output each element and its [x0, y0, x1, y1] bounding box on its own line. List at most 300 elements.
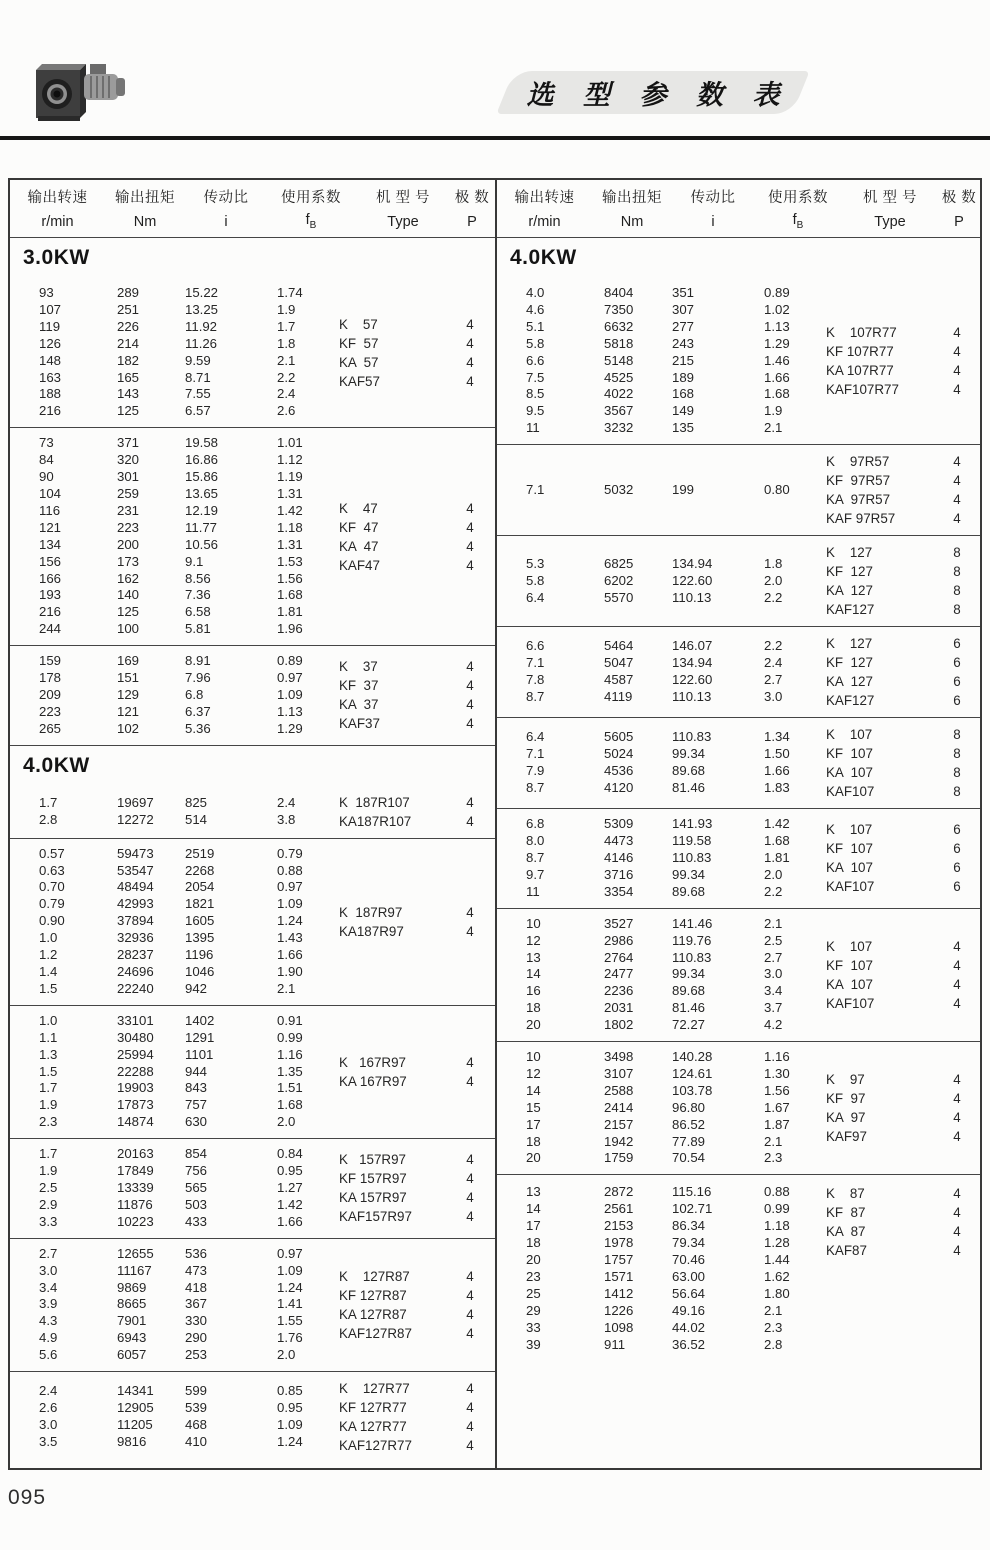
speed-value: 23	[526, 1268, 541, 1284]
motor-fin	[90, 76, 92, 98]
type-label: KA 107	[826, 765, 873, 781]
col-header-ratio-cn: 传动比	[203, 189, 249, 206]
speed-value: 14	[526, 1082, 541, 1098]
speed-value: 7.5	[526, 369, 545, 385]
type-label: KA 157R97	[339, 1190, 407, 1206]
data-column	[497, 816, 573, 901]
data-column	[252, 1146, 338, 1231]
torque-value: 3716	[604, 866, 634, 882]
service-factor-value: 1.90	[277, 964, 303, 979]
torque-value: 182	[117, 352, 140, 368]
torque-value: 7901	[117, 1313, 147, 1329]
pole-count: 4	[466, 678, 474, 694]
col-header-torque-cn: 输出扭矩	[115, 189, 175, 206]
pole-count: 6	[953, 693, 961, 709]
ratio-value: 89.68	[672, 883, 706, 899]
service-factor-value: 1.41	[277, 1296, 303, 1312]
data-column	[497, 556, 573, 607]
service-factor-value: 1.66	[277, 947, 303, 963]
service-factor-value: 1.51	[277, 1080, 303, 1096]
type-label: K 107R77	[826, 325, 897, 341]
parameter-block	[497, 444, 980, 535]
data-column	[573, 1184, 651, 1353]
torque-value: 2414	[604, 1099, 634, 1115]
ratio-value: 9.1	[185, 553, 204, 569]
power-section-title: 4.0KW	[510, 246, 577, 269]
service-factor-value: 1.67	[764, 1099, 790, 1115]
torque-value: 37894	[117, 913, 154, 929]
speed-value: 10	[526, 1049, 541, 1065]
type-label: KA 57	[339, 354, 379, 370]
col-header-service-factor-cn: 使用系数	[281, 189, 341, 206]
poles-column	[448, 499, 492, 575]
speed-value: 193	[39, 587, 62, 603]
pole-count: 6	[953, 655, 961, 671]
torque-value: 173	[117, 553, 140, 569]
type-label: KA 107	[826, 976, 873, 992]
speed-value: 10	[526, 915, 541, 931]
type-label: KAF107R77	[826, 382, 899, 398]
speed-value: 29	[526, 1302, 541, 1318]
torque-value: 5024	[604, 746, 634, 762]
speed-value: 121	[39, 519, 62, 535]
data-column	[739, 1049, 825, 1167]
torque-value: 13339	[117, 1179, 154, 1195]
service-factor-value: 1.13	[764, 318, 790, 334]
ratio-value: 2519	[185, 845, 215, 861]
parameter-block	[10, 427, 495, 645]
speed-value: 1.2	[39, 947, 58, 963]
speed-value: 163	[39, 369, 62, 385]
data-column	[10, 1146, 86, 1231]
type-label: KF 127	[826, 564, 873, 580]
speed-value: 16	[526, 983, 541, 999]
pole-count: 4	[953, 492, 961, 508]
ratio-value: 290	[185, 1330, 208, 1346]
data-column	[739, 638, 825, 706]
type-label: K 127R87	[339, 1268, 410, 1284]
type-column	[338, 793, 448, 831]
ratio-value: 367	[185, 1296, 208, 1312]
ratio-value: 536	[185, 1245, 208, 1261]
data-column	[10, 285, 86, 420]
pole-count: 8	[953, 602, 961, 618]
ratio-value: 134.94	[672, 655, 713, 671]
torque-value: 2764	[604, 949, 634, 965]
speed-value: 12	[526, 932, 541, 948]
ratio-value: 13.25	[185, 301, 219, 317]
torque-value: 320	[117, 452, 140, 468]
torque-value: 11205	[117, 1417, 153, 1433]
torque-value: 151	[117, 670, 140, 686]
service-factor-value: 2.2	[277, 369, 296, 385]
pole-count: 4	[953, 1186, 961, 1202]
service-factor-value: 1.96	[277, 621, 303, 637]
torque-value: 9816	[117, 1433, 147, 1449]
pole-count: 4	[953, 1110, 961, 1126]
pole-count: 4	[953, 325, 961, 341]
torque-value: 911	[604, 1336, 626, 1352]
type-label: KF 107R77	[826, 344, 894, 360]
service-factor-value: 0.95	[277, 1163, 303, 1179]
ratio-value: 15.86	[185, 469, 219, 485]
pole-count: 4	[953, 995, 961, 1011]
speed-value: 84	[39, 452, 54, 468]
torque-value: 5605	[604, 729, 634, 745]
service-factor-value: 1.7	[277, 318, 296, 334]
speed-value: 17	[526, 1116, 541, 1132]
speed-value: 1.5	[39, 980, 58, 996]
torque-value: 19903	[117, 1080, 154, 1096]
parameter-block	[497, 278, 980, 444]
data-column	[86, 1383, 164, 1451]
speed-value: 0.63	[39, 862, 65, 878]
ratio-value: 942	[185, 980, 208, 996]
speed-value: 2.6	[39, 1400, 58, 1416]
type-column	[825, 543, 935, 619]
torque-value: 4146	[604, 849, 634, 865]
torque-value: 2031	[604, 1000, 634, 1016]
speed-value: 13	[526, 949, 541, 965]
torque-value: 259	[117, 485, 140, 501]
col-header-torque-unit: Nm	[620, 213, 644, 230]
ratio-value: 330	[185, 1313, 208, 1329]
service-factor-value: 1.66	[764, 763, 790, 779]
ratio-value: 2054	[185, 879, 215, 895]
pole-count: 4	[466, 1381, 474, 1397]
service-factor-value: 2.8	[764, 1336, 783, 1352]
data-column	[651, 729, 739, 797]
type-label: KAF107	[826, 995, 875, 1011]
service-factor-value: 1.29	[277, 720, 303, 736]
ratio-value: 1291	[185, 1029, 215, 1045]
service-factor-value: 2.6	[277, 403, 296, 419]
type-label: KF 127R77	[339, 1400, 407, 1416]
pole-count: 4	[466, 813, 474, 829]
type-label: KAF127R77	[339, 1438, 412, 1454]
speed-value: 0.70	[39, 879, 65, 895]
parameter-block	[10, 645, 495, 745]
data-column	[739, 1184, 825, 1353]
type-label: K 187R107	[339, 794, 410, 810]
service-factor-value: 0.97	[277, 879, 303, 895]
service-factor-value: 1.43	[277, 930, 303, 946]
ratio-value: 843	[185, 1080, 208, 1096]
speed-value: 2.3	[39, 1114, 58, 1130]
header-rule	[0, 136, 990, 140]
ratio-value: 756	[185, 1163, 208, 1179]
torque-value: 12655	[117, 1245, 154, 1261]
service-factor-value: 1.35	[277, 1063, 303, 1079]
ratio-value: 44.02	[672, 1319, 706, 1335]
col-header-type-cn: 机 型 号	[375, 189, 431, 206]
service-factor-value: 1.55	[277, 1313, 303, 1329]
service-factor-value: 2.1	[277, 352, 296, 368]
service-factor-value: 1.83	[764, 780, 790, 796]
service-factor-value: 1.8	[277, 335, 296, 351]
service-factor-value: 2.3	[764, 1319, 783, 1335]
service-factor-value: 2.1	[764, 1302, 783, 1318]
table-left-body	[10, 238, 495, 1468]
ratio-value: 565	[185, 1179, 208, 1195]
col-header-speed-unit: r/min	[528, 213, 561, 230]
torque-value: 20163	[117, 1146, 154, 1162]
pole-count: 8	[953, 784, 961, 800]
col-header-torque-cn: 输出扭矩	[602, 189, 662, 206]
pole-count: 4	[466, 1419, 474, 1435]
ratio-value: 86.52	[672, 1116, 706, 1132]
type-column	[338, 1150, 448, 1226]
type-label: KA187R97	[339, 923, 404, 939]
torque-value: 32936	[117, 930, 154, 946]
ratio-value: 1402	[185, 1012, 215, 1028]
type-label: KA 97R57	[826, 492, 891, 508]
speed-value: 13	[526, 1184, 541, 1200]
ratio-value: 9.59	[185, 352, 211, 368]
data-column	[651, 916, 739, 1034]
service-factor-value: 1.66	[764, 369, 790, 385]
poles-column	[448, 657, 492, 733]
speed-value: 18	[526, 1000, 541, 1016]
data-column	[164, 795, 252, 829]
table-left-half	[10, 180, 495, 1468]
pole-count: 6	[953, 674, 961, 690]
type-label: KA 37	[339, 697, 379, 713]
pole-count: 4	[466, 923, 474, 939]
data-column	[651, 482, 739, 499]
data-column	[651, 1049, 739, 1167]
pole-count: 4	[953, 382, 961, 398]
speed-value: 6.6	[526, 352, 545, 368]
type-label: KF 37	[339, 678, 379, 694]
ratio-value: 110.83	[672, 849, 712, 865]
ratio-value: 70.54	[672, 1150, 706, 1166]
type-label: K 37	[339, 659, 378, 675]
motor-fin	[102, 76, 104, 98]
torque-value: 22288	[117, 1063, 154, 1079]
torque-value: 2477	[604, 966, 634, 982]
torque-value: 100	[117, 621, 140, 637]
data-column	[86, 1246, 164, 1364]
type-label: KAF87	[826, 1243, 867, 1259]
type-column	[338, 499, 448, 575]
type-label: KAF157R97	[339, 1209, 412, 1225]
ratio-value: 410	[185, 1433, 208, 1449]
motor-end-cap	[116, 78, 125, 96]
speed-value: 3.0	[39, 1417, 58, 1433]
torque-value: 4120	[604, 780, 634, 796]
parameter-block	[497, 908, 980, 1041]
ratio-value: 77.89	[672, 1133, 706, 1149]
type-label: KF 57	[339, 335, 379, 351]
ratio-value: 757	[185, 1097, 208, 1113]
parameter-block	[10, 838, 495, 1005]
poles-column	[448, 903, 492, 941]
col-header-speed-unit: r/min	[41, 213, 74, 230]
ratio-value: 63.00	[672, 1268, 706, 1284]
type-column	[338, 1379, 448, 1455]
speed-value: 11	[526, 420, 540, 436]
type-label: K 127	[826, 545, 873, 561]
service-factor-value: 2.5	[764, 932, 783, 948]
pole-count: 8	[953, 746, 961, 762]
col-header-service-factor-unit: $f_B$	[305, 212, 317, 232]
service-factor-value: 1.24	[277, 913, 303, 929]
data-column	[10, 1246, 86, 1364]
speed-value: 156	[39, 553, 62, 569]
service-factor-value: 1.27	[277, 1179, 303, 1195]
speed-value: 3.5	[39, 1433, 58, 1449]
ratio-value: 243	[672, 335, 695, 351]
data-column	[739, 916, 825, 1034]
power-section-title: 4.0KW	[10, 745, 495, 786]
speed-value: 116	[39, 502, 61, 518]
ratio-value: 307	[672, 301, 695, 317]
service-factor-value: 1.29	[764, 335, 790, 351]
torque-value: 169	[117, 653, 140, 669]
type-label: K 57	[339, 316, 378, 332]
ratio-value: 1605	[185, 913, 215, 929]
pole-count: 4	[466, 557, 474, 573]
data-column	[739, 482, 825, 499]
torque-value: 4119	[604, 689, 633, 705]
speed-value: 14	[526, 966, 541, 982]
ratio-value: 86.34	[672, 1218, 706, 1234]
col-header-ratio-cn: 传动比	[690, 189, 736, 206]
speed-value: 3.9	[39, 1296, 58, 1312]
speed-value: 6.4	[526, 729, 545, 745]
speed-value: 1.1	[39, 1029, 58, 1045]
col-header-poles-unit: P	[467, 213, 477, 230]
speed-value: 25	[526, 1285, 541, 1301]
service-factor-value: 1.13	[277, 703, 303, 719]
torque-value: 5818	[604, 335, 634, 351]
service-factor-value: 1.09	[277, 1262, 303, 1278]
ratio-value: 89.68	[672, 763, 706, 779]
type-label: KAF107	[826, 879, 875, 895]
ratio-value: 5.81	[185, 621, 211, 637]
type-label: KA 47	[339, 538, 379, 554]
type-label: K 187R97	[339, 904, 403, 920]
type-label: KF 97	[826, 1091, 866, 1107]
service-factor-value: 1.87	[764, 1116, 790, 1132]
speed-value: 73	[39, 435, 54, 451]
table-right-body	[497, 238, 980, 1468]
data-column	[651, 638, 739, 706]
torque-value: 1978	[604, 1235, 634, 1251]
type-column	[338, 1267, 448, 1343]
data-column	[739, 816, 825, 901]
power-section-title: 3.0KW	[23, 246, 90, 269]
service-factor-value: 1.68	[764, 386, 790, 402]
speed-value: 4.6	[526, 301, 545, 317]
pole-count: 4	[466, 1054, 474, 1070]
pole-count: 4	[953, 363, 961, 379]
data-column	[497, 729, 573, 797]
torque-value: 165	[117, 369, 140, 385]
ratio-value: 473	[185, 1262, 208, 1278]
ratio-value: 944	[185, 1063, 208, 1079]
poles-column	[448, 315, 492, 391]
torque-value: 6632	[604, 318, 634, 334]
service-factor-value: 1.42	[277, 502, 303, 518]
service-factor-value: 0.95	[277, 1400, 303, 1416]
data-column	[497, 1184, 573, 1353]
service-factor-value: 1.50	[764, 746, 790, 762]
data-column	[10, 846, 86, 998]
ratio-value: 418	[185, 1279, 208, 1295]
pole-count: 4	[466, 1287, 474, 1303]
torque-value: 1571	[604, 1268, 634, 1284]
pole-count: 4	[466, 1268, 474, 1284]
pole-count: 4	[466, 538, 474, 554]
service-factor-value: 1.62	[764, 1268, 790, 1284]
pole-count: 4	[466, 500, 474, 516]
data-column	[573, 729, 651, 797]
torque-value: 1226	[604, 1302, 634, 1318]
col-header-poles-cn: 极 数	[454, 189, 490, 206]
ratio-value: 99.34	[672, 866, 706, 882]
torque-value: 33101	[117, 1012, 154, 1028]
speed-value: 8.7	[526, 689, 545, 705]
pole-count: 6	[953, 636, 961, 652]
service-factor-value: 1.12	[277, 452, 303, 468]
motor-body	[84, 74, 118, 100]
speed-value: 1.7	[39, 1080, 58, 1096]
pole-count: 4	[466, 373, 474, 389]
torque-value: 140	[117, 587, 140, 603]
ratio-value: 119.58	[672, 833, 712, 849]
ratio-value: 49.16	[672, 1302, 706, 1318]
service-factor-value: 1.74	[277, 285, 303, 300]
ratio-value: 122.60	[672, 672, 713, 688]
ratio-value: 825	[185, 794, 208, 810]
service-factor-value: 1.68	[764, 833, 790, 849]
data-column	[573, 638, 651, 706]
pole-count: 4	[466, 716, 474, 732]
service-factor-value: 2.7	[764, 949, 783, 965]
service-factor-value: 2.0	[764, 866, 783, 882]
col-header-service-factor-cn: 使用系数	[768, 189, 828, 206]
page-number: 095	[8, 1486, 47, 1509]
data-column	[651, 285, 739, 437]
parameter-block	[497, 1041, 980, 1174]
type-column	[825, 323, 935, 399]
pole-count: 4	[466, 1073, 474, 1089]
service-factor-value: 1.56	[764, 1082, 790, 1098]
ratio-value: 854	[185, 1146, 208, 1162]
service-factor-value: 1.53	[277, 553, 303, 569]
ratio-value: 72.27	[672, 1017, 706, 1033]
service-factor-value: 1.68	[277, 1097, 303, 1113]
pole-count: 4	[953, 344, 961, 360]
data-column	[252, 846, 338, 998]
service-factor-value: 2.0	[277, 1114, 296, 1130]
speed-value: 90	[39, 469, 54, 485]
type-label: KF 97R57	[826, 473, 891, 489]
type-label: KAF127	[826, 602, 875, 618]
data-column	[651, 816, 739, 901]
torque-value: 102	[117, 720, 140, 736]
torque-value: 5309	[604, 816, 634, 832]
data-column	[164, 1383, 252, 1451]
service-factor-value: 1.42	[764, 816, 790, 832]
pole-count: 4	[466, 1171, 474, 1187]
ratio-value: 8.91	[185, 653, 211, 669]
speed-value: 1.0	[39, 1012, 58, 1028]
torque-value: 3567	[604, 403, 634, 419]
type-label: KAF47	[339, 557, 380, 573]
